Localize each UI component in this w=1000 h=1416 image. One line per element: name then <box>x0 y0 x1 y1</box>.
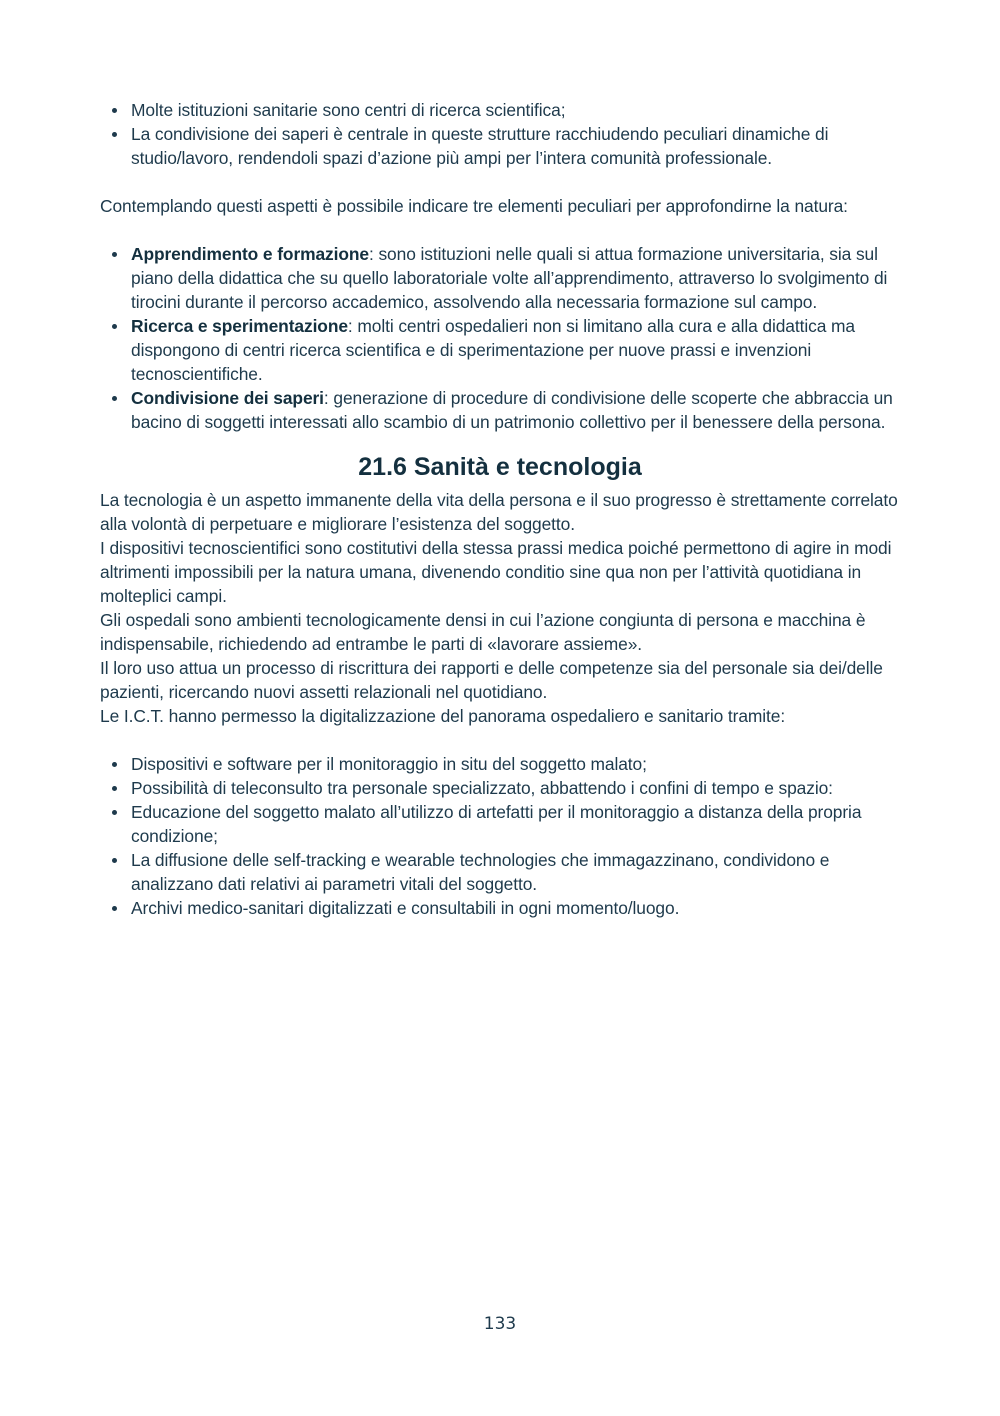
list-item <box>100 242 900 314</box>
list-item: Educazione del soggetto malato all’utilizzo di artefatti per il monitoraggio a distanza della propria condizione; <box>100 800 900 848</box>
page-content <box>100 98 900 920</box>
paragraph: La tecnologia è un aspetto immanente della vita della persona e il suo progresso è strettamente correlato alla volontà di perpetuare e migliorare l’esistenza del soggetto. <box>100 490 898 534</box>
paragraph: I dispositivi tecnoscientifici sono costitutivi della stessa prassi medica poiché permettono di agire in modi altrimenti impossibili per la natura umana, divenendo conditio sine qua non per l’attività quotidiana in molteplici campi. <box>100 538 892 606</box>
list-item: Molte istituzioni sanitarie sono centri di ricerca scientifica; <box>100 98 900 122</box>
paragraph: Il loro uso attua un processo di riscrittura dei rapporti e delle competenze sia del personale sia dei/delle pazienti, ricercando nuovi assetti relazionali nel quotidiano. <box>100 658 883 702</box>
list-item <box>100 314 900 386</box>
list-item: La diffusione delle self-tracking e wearable technologies che immagazzinano, condividono e analizzano dati relativi ai parametri vitali del soggetto. <box>100 848 900 896</box>
term-description: : sono istituzioni nelle quali si attua formazione universitaria, sia sul piano della didattica che su quello laboratoriale volte all’apprendimento, attraverso lo svolgimento di tirocini durante il percorso accademico, assolvendo alla necessaria formazione sul campo. <box>131 244 888 312</box>
paragraph: Gli ospedali sono ambienti tecnologicamente densi in cui l’azione congiunta di persona e macchina è indispensabile, richiedendo ad entrambe le parti di «lavorare assieme». <box>100 610 866 654</box>
list-item: Archivi medico-sanitari digitalizzati e consultabili in ogni momento/luogo. <box>100 896 900 920</box>
list-item <box>100 386 900 434</box>
term-label: Condivisione dei saperi <box>131 388 324 408</box>
page-number: 133 <box>483 1314 517 1334</box>
term-description: : generazione di procedure di condivisione delle scoperte che abbraccia un bacino di soggetti interessati allo scambio di un patrimonio collettivo per il benessere della persona. <box>131 388 893 432</box>
term-label: Ricerca e sperimentazione <box>131 316 348 336</box>
term-description: : molti centri ospedalieri non si limitano alla cura e alla didattica ma dispongono di centri ricerca scientifica e di sperimentazione per nuove prassi e invenzioni tecnoscientifiche. <box>131 316 855 384</box>
elements-list <box>100 242 900 434</box>
paragraph: Le I.C.T. hanno permesso la digitalizzazione del panorama ospedaliero e sanitario tramite: <box>100 706 786 726</box>
list-item: La condivisione dei saperi è centrale in queste strutture racchiudendo peculiari dinamiche di studio/lavoro, rendendoli spazi d’azione più ampi per l’intera comunità professionale. <box>100 122 900 170</box>
section-body <box>100 488 900 728</box>
list-item: Dispositivi e software per il monitoraggio in situ del soggetto malato; <box>100 752 900 776</box>
section-heading: 21.6 Sanità e tecnologia <box>358 453 642 481</box>
contemplating-paragraph: Contemplando questi aspetti è possibile indicare tre elementi peculiari per approfondirne la natura: <box>100 196 848 216</box>
list-item: Possibilità di teleconsulto tra personale specializzato, abbattendo i confini di tempo e spazio: <box>100 776 900 800</box>
ict-list <box>100 752 900 920</box>
term-label: Apprendimento e formazione <box>131 244 369 264</box>
intro-list <box>100 98 900 170</box>
